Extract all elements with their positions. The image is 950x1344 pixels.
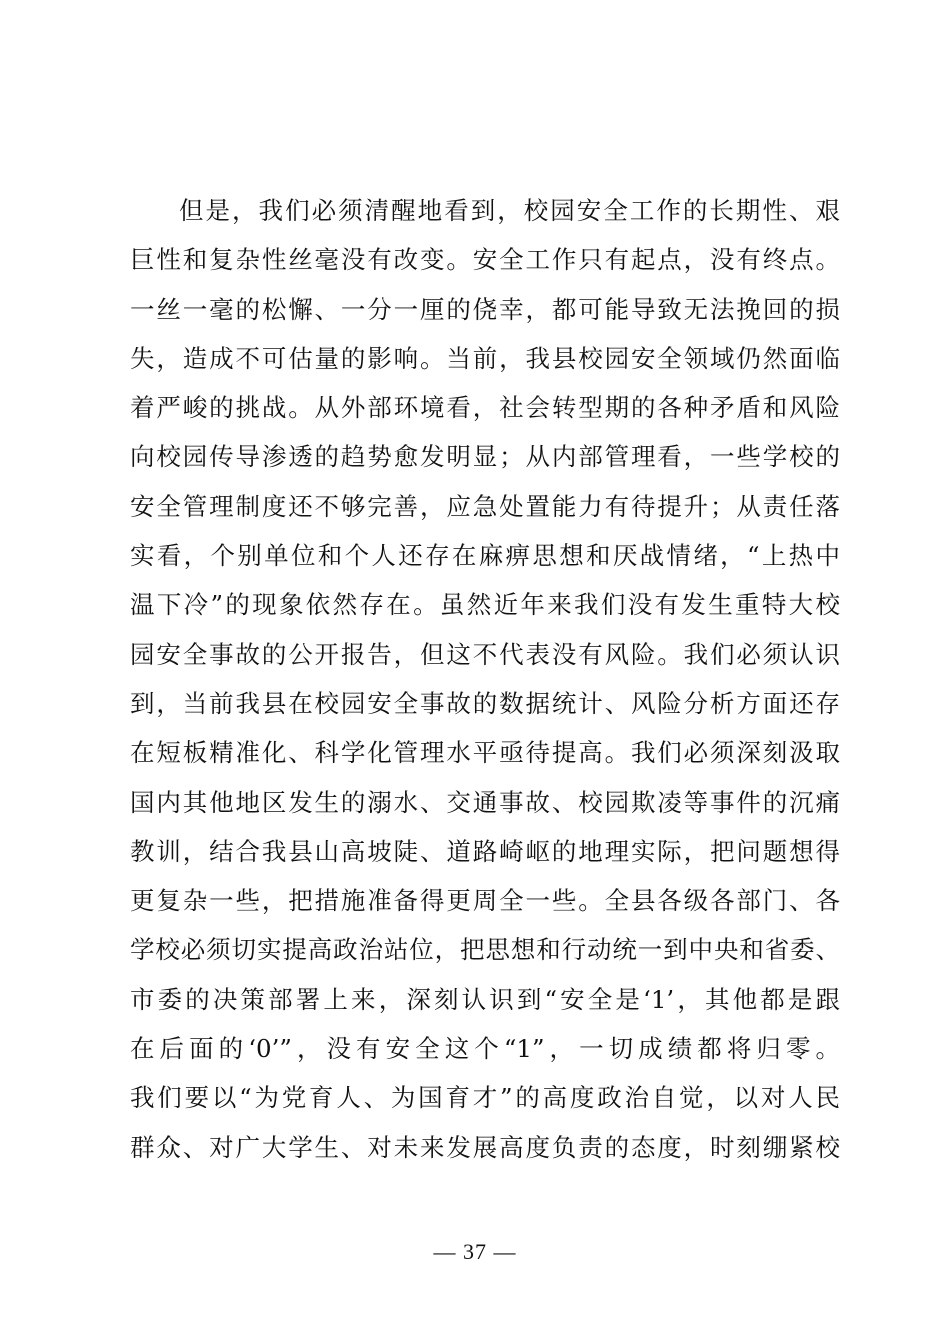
text-line: 教训，结合我县山高坡陡、道路崎岖的地理实际，把问题想得: [130, 836, 840, 866]
page-number: — 37 —: [433, 1239, 517, 1264]
text-line: 一丝一毫的松懈、一分一厘的侥幸，都可能导致无法挽回的损: [130, 294, 840, 324]
text-line: 在短板精准化、科学化管理水平亟待提高。我们必须深刻汲取: [130, 738, 840, 768]
text-line: 园安全事故的公开报告，但这不代表没有风险。我们必须认识: [130, 639, 840, 669]
text-line: 群众、对广大学生、对未来发展高度负责的态度，时刻绷紧校: [130, 1132, 840, 1162]
text-line: 安全管理制度还不够完善，应急处置能力有待提升；从责任落: [130, 491, 840, 521]
text-line: 学校必须切实提高政治站位，把思想和行动统一到中央和省委、: [130, 935, 840, 965]
text-line: 到，当前我县在校园安全事故的数据统计、风险分析方面还存: [130, 688, 840, 718]
text-line: 更复杂一些，把措施准备得更周全一些。全县各级各部门、各: [130, 886, 840, 916]
text-line: 在后面的‘0’”，没有安全这个“1”，一切成绩都将归零。: [130, 1034, 840, 1064]
text-line: 着严峻的挑战。从外部环境看，社会转型期的各种矛盾和风险: [130, 393, 840, 423]
text-line: 国内其他地区发生的溺水、交通事故、校园欺凌等事件的沉痛: [130, 787, 840, 817]
text-line: 实看，个别单位和个人还存在麻痹思想和厌战情绪，“上热中: [130, 541, 840, 571]
text-line: 失，造成不可估量的影响。当前，我县校园安全领域仍然面临: [130, 343, 840, 373]
text-line: 温下冷”的现象依然存在。虽然近年来我们没有发生重特大校: [130, 590, 840, 620]
text-line: 但是，我们必须清醒地看到，校园安全工作的长期性、艰: [179, 196, 840, 225]
text-line: 向校园传导渗透的趋势愈发明显；从内部管理看，一些学校的: [130, 442, 840, 472]
text-line: 市委的决策部署上来，深刻认识到“安全是‘1’，其他都是跟: [130, 984, 840, 1014]
text-line: 巨性和复杂性丝毫没有改变。安全工作只有起点，没有终点。: [130, 245, 840, 275]
body-paragraph: [130, 186, 840, 1172]
text-line: 我们要以“为党育人、为国育才”的高度政治自觉，以对人民: [130, 1083, 840, 1113]
